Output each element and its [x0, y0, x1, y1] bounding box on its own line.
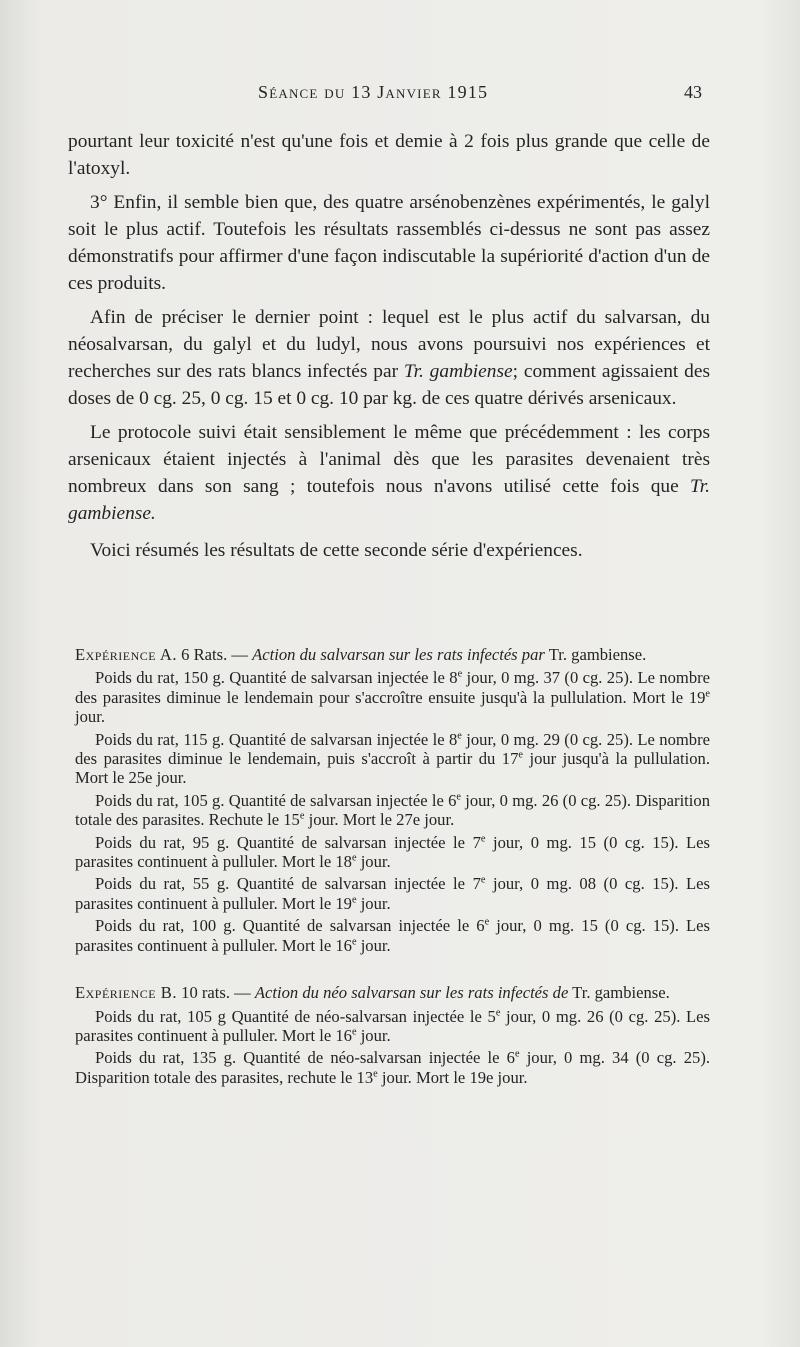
- rat-entry: [75, 833, 710, 872]
- ordinal-sup: e: [457, 668, 463, 680]
- ordinal-sup: e: [518, 749, 523, 761]
- rat-entry: [75, 916, 710, 955]
- experiment-title: Action du salvarsan sur les rats infectés par: [252, 645, 545, 664]
- rat-entry: [75, 1048, 710, 1087]
- ordinal-sup: e: [705, 688, 710, 700]
- ordinal-sup: e: [351, 936, 357, 948]
- rat-entry: [75, 791, 710, 830]
- experiments: [75, 645, 710, 1090]
- paragraph-3-tail: ; comment agissaient des doses de 0 cg. 25, 0 cg. 15 et 0 cg. 10 par kg. de ces quatre dérivés arsenicaux.: [68, 361, 710, 409]
- running-head: Séance du 13 Janvier 1915: [258, 82, 489, 102]
- rat-entry: [75, 1007, 710, 1046]
- entry-text: Poids du rat, 100 g. Quantité de salvarsan injectée le 6: [95, 916, 485, 936]
- ordinal-sup: e: [351, 1026, 357, 1038]
- entry-text: Poids du rat, 150 g. Quantité de salvarsan injectée le 8: [95, 668, 458, 688]
- page-header: [0, 82, 800, 112]
- rat-entry: [75, 730, 710, 788]
- entry-text: jour, 0 mg. 15 (0 cg. 15). Les parasites continuent à pulluler. Mort le 16: [75, 916, 710, 955]
- entry-text: jour.: [356, 893, 391, 913]
- ordinal-sup: e: [495, 1006, 501, 1018]
- experiment-subjects: 6 Rats. —: [177, 645, 253, 664]
- experiment-title-tail: Tr. gambiense.: [544, 645, 647, 664]
- entry-text: jour.: [356, 852, 391, 872]
- species-name: Tr. gambiense.: [68, 476, 710, 524]
- entry-text: jour, 0 mg. 34 (0 cg. 25). Disparition totale des parasites, rechute le 13: [75, 1048, 710, 1087]
- experiment-b-heading: [75, 983, 710, 1002]
- entry-text: jour, 0 mg. 08 (0 cg. 15). Les parasites continuent à pulluler. Mort le 19: [75, 874, 710, 913]
- entry-text: Poids du rat, 115 g. Quantité de salvarsan injectée le 8: [95, 729, 458, 749]
- ordinal-sup: e: [351, 894, 357, 906]
- experiment-b-entries: [75, 1007, 710, 1088]
- ordinal-sup: e: [484, 916, 490, 928]
- main-text: [68, 128, 710, 571]
- entry-text: jour.: [75, 707, 105, 727]
- ordinal-sup: e: [456, 791, 461, 803]
- experiment-label: Expérience A.: [75, 645, 178, 664]
- ordinal-sup: e: [373, 1068, 378, 1080]
- paragraph-3-text: Afin de préciser le dernier point : lequel est le plus actif du salvarsan, du néosalvarsan, du galyl et du ludyl, nous avons poursuivi nos expériences et recherches sur des rats blancs infectés par: [68, 307, 710, 382]
- ordinal-sup: e: [514, 1048, 520, 1060]
- ordinal-sup: e: [480, 833, 486, 845]
- entry-text: jour, 0 mg. 26 (0 cg. 25). Disparition totale des parasites. Rechute le 15: [75, 790, 710, 830]
- entry-text: Poids du rat, 105 g Quantité de néo-salvarsan injectée le 5: [95, 1006, 496, 1026]
- entry-text: jour. Mort le 27e jour.: [304, 810, 455, 830]
- experiment-title: Action du néo salvarsan sur les rats infectés de: [254, 983, 569, 1003]
- paragraph-3: [68, 304, 710, 412]
- experiment-title-tail: Tr. gambiense.: [568, 983, 670, 1003]
- entry-text: Poids du rat, 135 g. Quantité de néo-salvarsan injectée le 6: [95, 1048, 515, 1068]
- ordinal-sup: e: [351, 852, 357, 864]
- entry-text: jour, 0 mg. 15 (0 cg. 15). Les parasites continuent à pulluler. Mort le 18: [75, 832, 710, 872]
- experiment-a-entries: [75, 668, 710, 955]
- entry-text: Poids du rat, 55 g. Quantité de salvarsan injectée le 7: [95, 874, 481, 894]
- entry-text: jour.: [356, 1025, 391, 1045]
- ordinal-sup: e: [457, 730, 462, 742]
- rat-entry: [75, 668, 710, 726]
- experiment-label: Expérience B.: [75, 983, 178, 1003]
- ordinal-sup: e: [299, 810, 305, 822]
- entry-text: jour.: [356, 935, 391, 955]
- entry-text: jour jusqu'à la pullulation. Mort le 25e jour.: [75, 749, 710, 788]
- rat-entry: [75, 874, 710, 913]
- experiment-subjects: 10 rats. —: [177, 983, 255, 1003]
- page-number: 43: [684, 82, 702, 102]
- paragraph-4: [68, 419, 710, 527]
- entry-text: Poids du rat, 105 g. Quantité de salvarsan injectée le 6: [95, 790, 457, 810]
- species-name: Tr. gambiense: [403, 361, 513, 382]
- paragraph-5: Voici résumés les résultats de cette seconde série d'expériences.: [90, 540, 583, 561]
- paragraph-1: pourtant leur toxicité n'est qu'une fois et demie à 2 fois plus grande que celle de l'atoxyl.: [68, 131, 710, 179]
- paragraph-4-text: Le protocole suivi était sensiblement le même que précédemment : les corps arsenicaux étaient injectés à l'animal dès que les parasites devenaient très nombreux dans son sang ; toutefois nous n'avons utilisé cette fois que: [68, 422, 710, 497]
- entry-text: jour, 0 mg. 29 (0 cg. 25). Le nombre des parasites diminue le lendemain, puis s'accroît à partir du 17: [75, 729, 710, 769]
- experiment-a-heading: [75, 645, 710, 664]
- paragraph-2: 3° Enfin, il semble bien que, des quatre arsénobenzènes expérimentés, le galyl soit le plus actif. Toutefois les résultats rassemblés ci-dessus ne sont pas assez démonstratifs pour affirmer d'une façon indiscutable la supériorité d'action d'un de ces produits.: [68, 192, 710, 294]
- ordinal-sup: e: [480, 874, 486, 886]
- entry-text: Poids du rat, 95 g. Quantité de salvarsan injectée le 7: [95, 832, 481, 852]
- entry-text: jour. Mort le 19e jour.: [377, 1067, 528, 1087]
- entry-text: jour, 0 mg. 26 (0 cg. 25). Les parasites continuent à pulluler. Mort le 16: [75, 1006, 710, 1045]
- entry-text: jour, 0 mg. 37 (0 cg. 25). Le nombre des parasites diminue le lendemain pour s'accroître ensuite jusqu'à la pullulation. Mort le 19: [75, 668, 711, 707]
